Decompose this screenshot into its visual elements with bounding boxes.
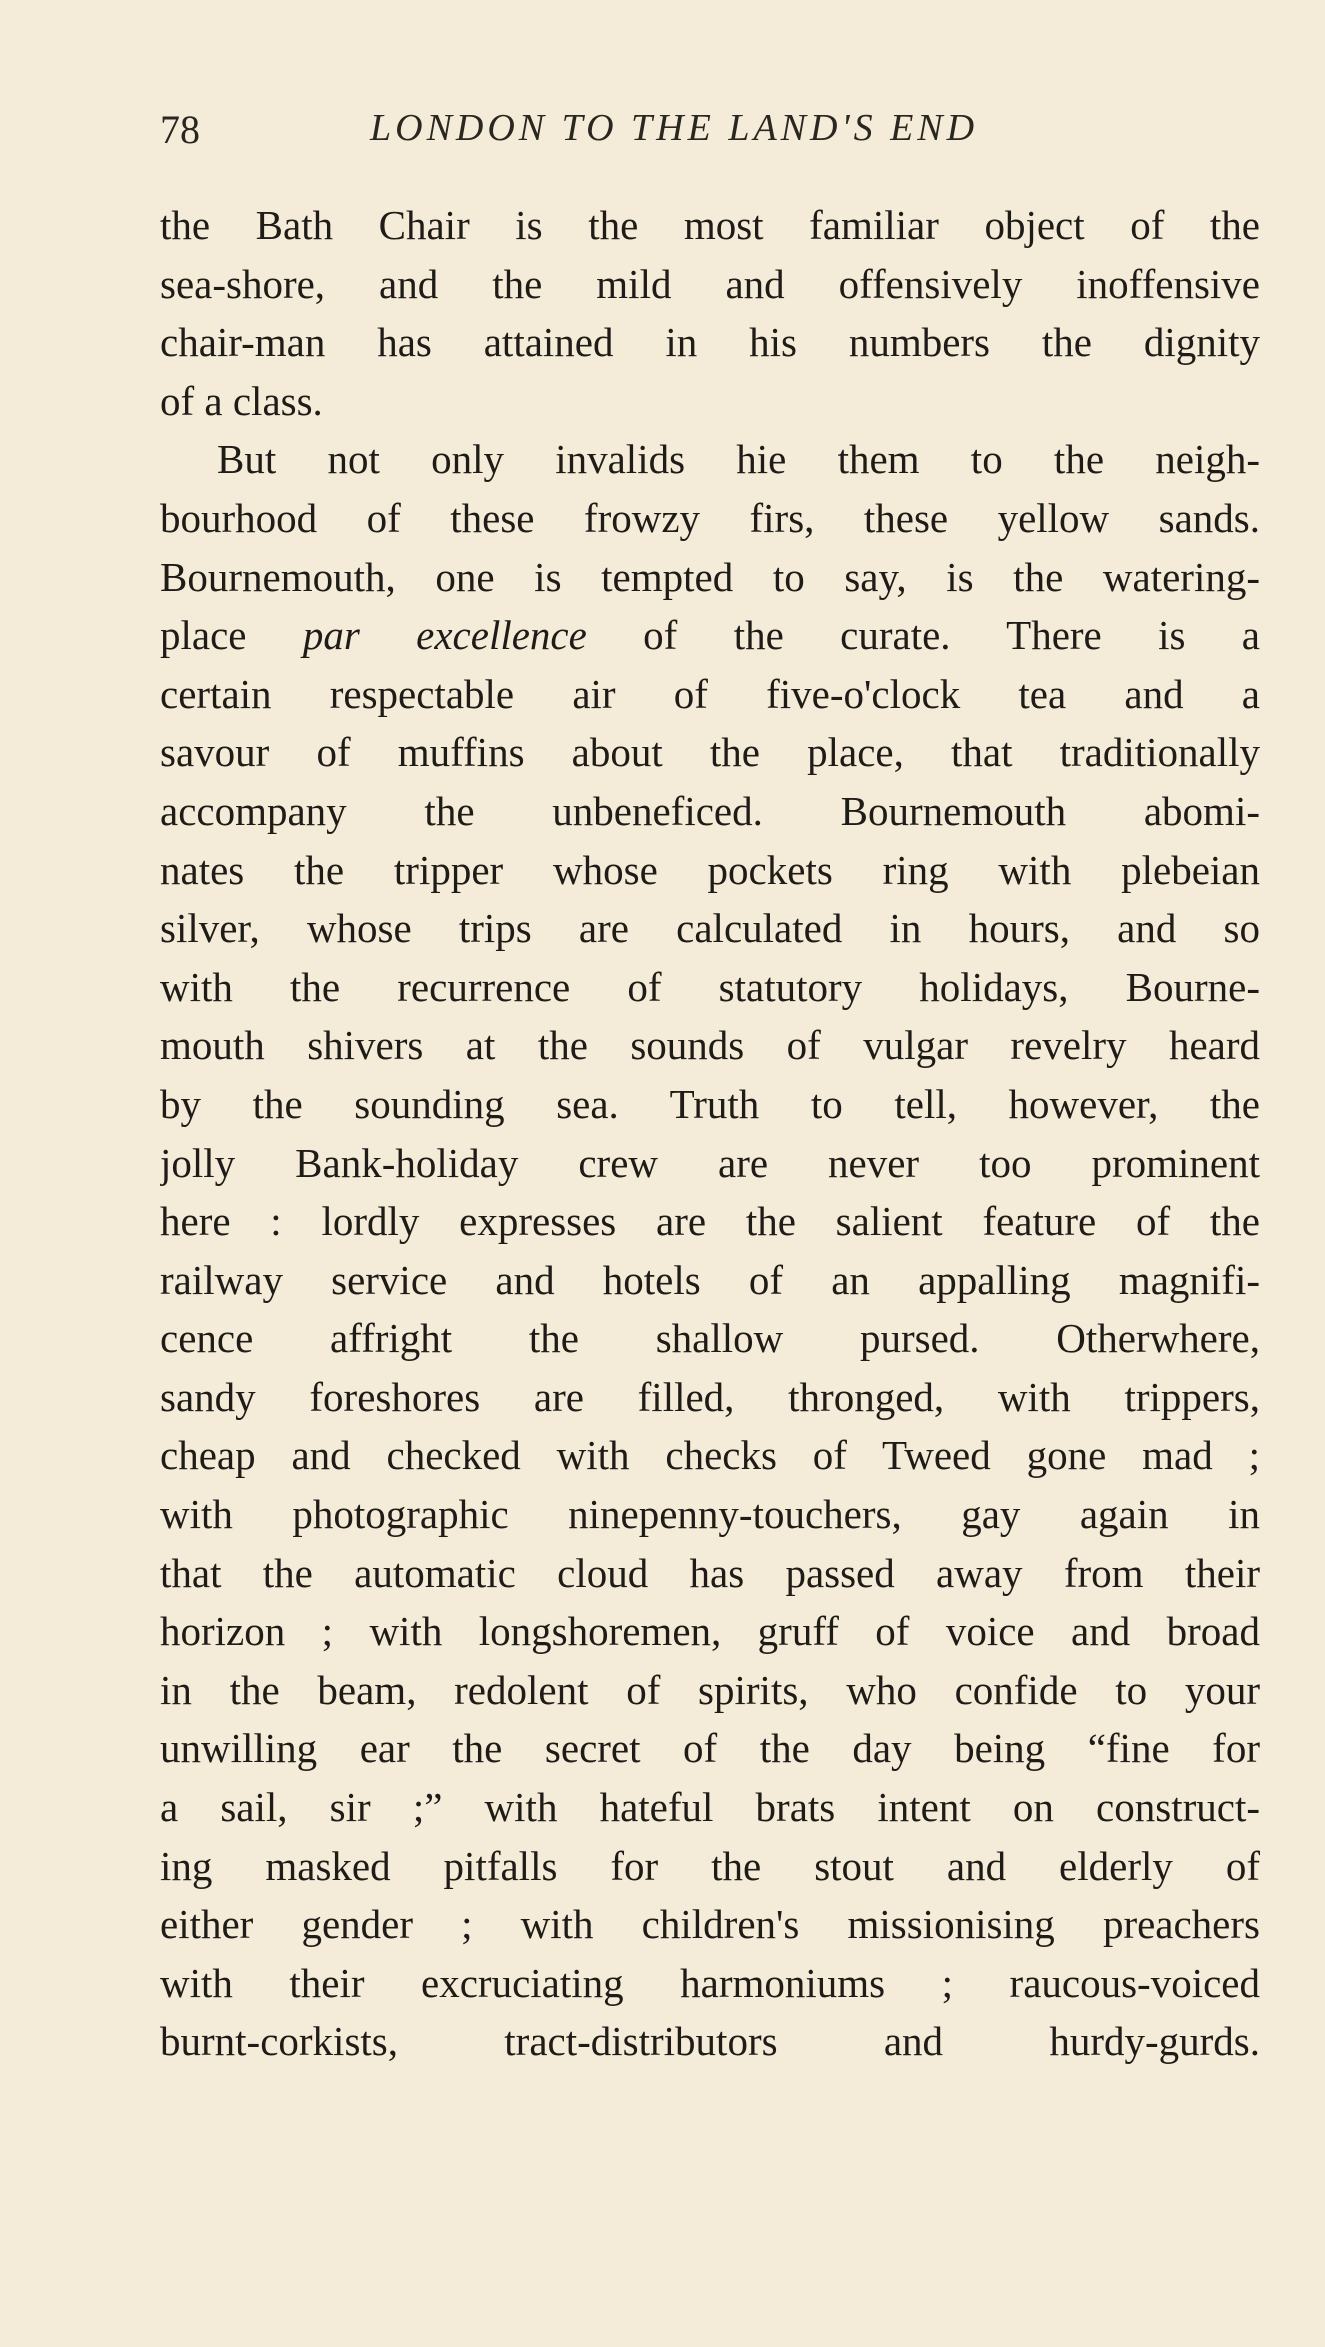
text-line: nates the tripper whose pockets ring with plebeian — [160, 846, 1260, 893]
text-line: cence affright the shallow pursed. Otherwhere, — [160, 1315, 1260, 1362]
running-head — [160, 100, 1160, 160]
text-line: horizon ; with longshoremen, gruff of voice and broad — [160, 1608, 1260, 1655]
body-text — [160, 196, 1260, 2071]
text-line: with the recurrence of statutory holidays, Bourne- — [160, 963, 1260, 1010]
text-line: a sail, sir ;” with hateful brats intent on construct- — [160, 1784, 1260, 1831]
text-line: railway service and hotels of an appalling magnifi- — [160, 1256, 1260, 1303]
text-run: place — [160, 612, 303, 659]
text-line: certain respectable air of five-o'clock tea and a — [160, 670, 1260, 717]
text-line: the Bath Chair is the most familiar object of the — [160, 202, 1260, 248]
text-line: mouth shivers at the sounds of vulgar revelry heard — [160, 1022, 1260, 1069]
text-line: that the automatic cloud has passed away from their — [160, 1549, 1260, 1596]
italic-phrase: par excellence — [302, 612, 587, 659]
text-line: Bournemouth, one is tempted to say, is the watering- — [160, 553, 1260, 600]
paragraph-first-line: But not only invalids hie them to the neigh- — [217, 436, 1260, 483]
text-run: of the curate. There is a — [586, 612, 1260, 659]
text-line: savour of muffins about the place, that traditionally — [160, 729, 1260, 776]
text-line: here : lordly expresses are the salient feature of the — [160, 1198, 1260, 1245]
text-line: in the beam, redolent of spirits, who confide to your — [160, 1666, 1260, 1713]
text-line — [160, 606, 1260, 665]
text-line: ing masked pitfalls for the stout and elderly of — [160, 1842, 1260, 1889]
text-line: silver, whose trips are calculated in hours, and so — [160, 905, 1260, 952]
page-number: 78 — [160, 107, 200, 152]
running-title: LONDON TO THE LAND'S END — [370, 107, 979, 149]
text-line: chair-man has attained in his numbers the dignity — [160, 319, 1260, 366]
text-line: by the sounding sea. Truth to tell, however, the — [160, 1080, 1260, 1127]
text-line: bourhood of these frowzy firs, these yellow sands. — [160, 494, 1260, 541]
text-line: either gender ; with children's missionising preachers — [160, 1901, 1260, 1948]
text-line: of a class. — [160, 377, 323, 424]
text-line: accompany the unbeneficed. Bournemouth abomi- — [160, 787, 1260, 834]
text-line: with their excruciating harmoniums ; raucous-voiced — [160, 1959, 1260, 2006]
text-line: unwilling ear the secret of the day being “fine for — [160, 1725, 1260, 1772]
text-line: sea-shore, and the mild and offensively inoffensive — [160, 260, 1260, 307]
text-line: with photographic ninepenny-touchers, gay again in — [160, 1491, 1260, 1538]
text-line: jolly Bank-holiday crew are never too prominent — [160, 1139, 1260, 1186]
text-line: sandy foreshores are filled, thronged, with trippers, — [160, 1373, 1260, 1420]
text-line: burnt-corkists, tract-distributors and hurdy-gurds. — [160, 2018, 1260, 2065]
text-line: cheap and checked with checks of Tweed gone mad ; — [160, 1432, 1260, 1479]
